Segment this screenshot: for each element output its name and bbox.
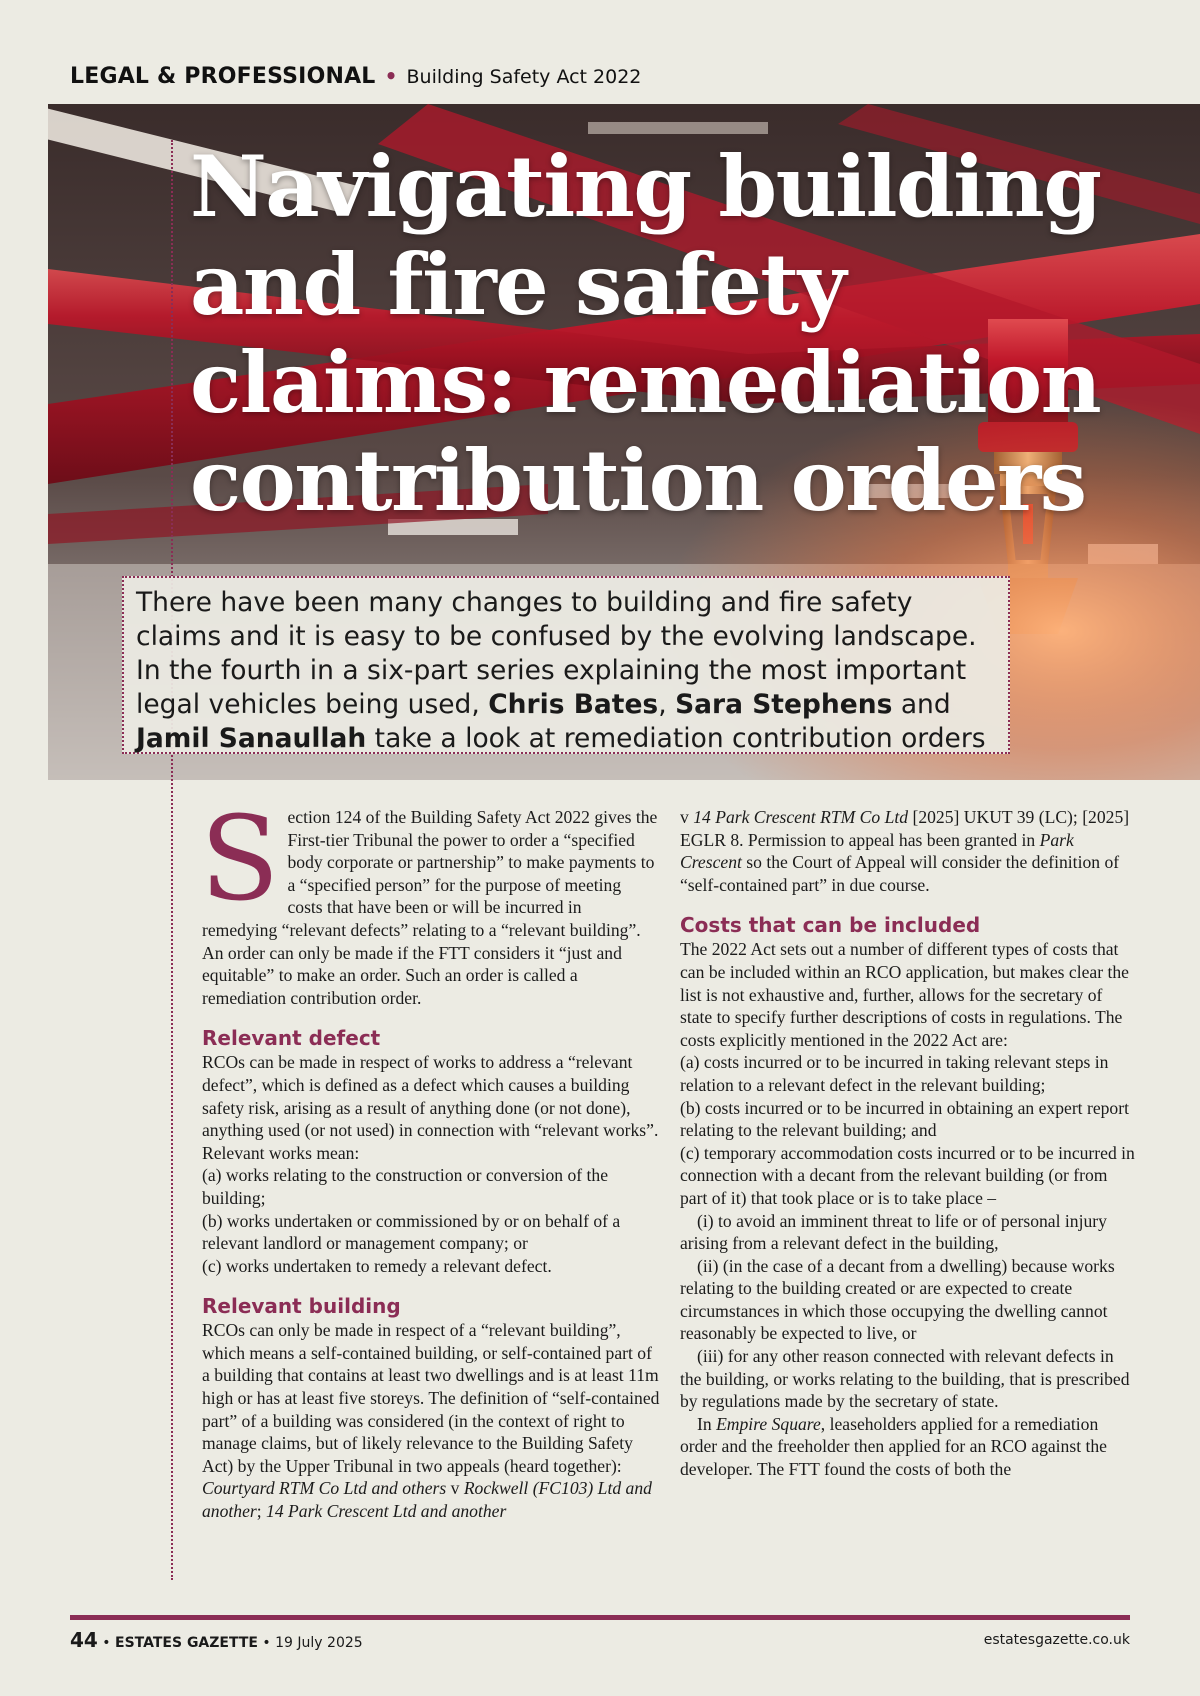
sub-list-item: (ii) (in the case of a decant from a dwelling) because works relating to the building created or are expected to create circumstances in which those occupying the dwelling cannot reasonably be expected to live, or [680,1255,1115,1344]
author-name: Sara Stephens [675,689,893,720]
standfirst-text: take a look at remediation contribution orders [366,723,986,754]
case-name: Empire Square [716,1413,821,1434]
standfirst-and: and [892,689,951,720]
body-text: so the Court of Appeal will consider the definition of “self-contained part” in due course. [680,852,1120,895]
list-item: (a) works relating to the construction or conversion of the building; [202,1165,609,1208]
list-item: (c) works undertaken to remedy a relevant defect. [202,1255,552,1276]
footer-rule [70,1615,1130,1620]
list-item: (b) costs incurred or to be incurred in obtaining an expert report relating to the relevant building; and [680,1097,1129,1141]
case-name: Park Crescent [680,829,1074,873]
article-column-right [680,806,1138,1481]
footer-separator: • [102,1635,111,1651]
section-header [70,64,641,89]
standfirst [122,576,1010,754]
topic-label: Building Safety Act 2022 [406,66,642,88]
case-name: 14 Park Crescent Ltd and another [266,1501,507,1522]
body-text: ; [256,1501,267,1522]
subheading-relevant-defect: Relevant defect [202,1026,381,1051]
body-text: v [446,1478,464,1499]
article-column-left [200,792,660,1523]
standfirst-text: There have been many changes to building and fire safety claims and it is easy to be confused by the evolving landscape. In the fourth in a six-part series explaining the most important legal vehicles being used, [136,587,977,720]
intro-text: ection 124 of the Building Safety Act 2022 gives the First-tier Tribunal the power to order a “specified body corporate or partnership” to make payments to a “specified person” for the purpose of meeting costs that have been or will be incurred in remedying “relevant defects” relating to a “relevant building”. An order can only be made if the FTT considers it “just and equitable” to make an order. Such an order is called a remediation contribution order. [202,807,658,1008]
header-separator: • [384,64,398,88]
subheading-relevant-building: Relevant building [202,1294,401,1319]
sub-list-item: (i) to avoid an imminent threat to life or of personal injury arising from a relevant defect in the building, [680,1210,1107,1254]
article-headline: Navigating building and fire safety claims: remediation contribution orders [190,137,1101,530]
list-item: (a) costs incurred or to be incurred in taking relevant steps in relation to a relevant defect in the relevant building; [680,1052,1109,1095]
case-name: Rockwell (FC103) Ltd and another [202,1478,652,1522]
standfirst-comma: , [658,689,676,720]
issue-date: 19 July 2025 [275,1635,363,1651]
body-paragraph [680,806,1138,896]
dotted-rule [171,140,173,1580]
body-paragraph [202,1319,660,1522]
body-paragraph: RCOs can be made in respect of works to address a “relevant defect”, which is defined as a defect which causes a building safety risk, arising as a result of anything done (or not done), anything used (or not used) in connection with “relevant works”. Relevant works mean: [202,1052,659,1163]
publication-name: ESTATES GAZETTE [115,1635,258,1651]
author-name: Chris Bates [488,689,659,720]
body-text: v [680,807,694,827]
body-text: In [697,1413,717,1434]
drop-cap: S [200,792,280,927]
list-item: (c) temporary accommodation costs incurred or to be incurred in connection with a decant from the relevant building (or from part of it) that took place or is to take place – [680,1142,1135,1208]
body-text: , leaseholders applied for a remediation order and the freeholder then applied for an RCO against the developer. The FTT found the costs of both the [680,1413,1107,1480]
section-label: LEGAL & PROFESSIONAL [70,64,376,89]
intro-paragraph [200,792,660,1009]
footer-folio [70,1628,363,1652]
body-paragraph [680,1413,1138,1481]
subheading-costs: Costs that can be included [680,913,981,938]
body-paragraph: The 2022 Act sets out a number of different types of costs that can be included within an RCO application, but makes clear the list is not exhaustive and, further, allows for the secretary of state to specify further descriptions of costs in regulations. The costs explicitly mentioned in the 2022 Act are: [680,939,1129,1050]
footer-separator: • [262,1635,271,1651]
case-name: 14 Park Crescent RTM Co Ltd [693,807,909,827]
list-item: (b) works undertaken or commissioned by or on behalf of a relevant landlord or management company; or [202,1210,621,1254]
body-text: [2025] UKUT 39 (LC); [2025] EGLR 8. Permission to appeal has been granted in [680,807,1130,850]
sub-list-item: (iii) for any other reason connected with relevant defects in the building, or works relating to the building, that is prescribed by regulations made by the secretary of state. [680,1346,1130,1412]
footer-website: estatesgazette.co.uk [983,1632,1130,1648]
body-text: RCOs can only be made in respect of a “relevant building”, which means a self-contained building, or self-contained part of a building that contains at least two dwellings and is at least 11m high or has at least five storeys. The definition of “self-contained part” of a building was considered (in the context of right to manage claims, but of likely relevance to the Building Safety Act) by the Upper Tribunal in two appeals (heard together): [202,1320,660,1476]
page-number: 44 [70,1628,98,1652]
case-name: Courtyard RTM Co Ltd and others [202,1478,447,1499]
author-name: Jamil Sanaullah [136,723,367,754]
